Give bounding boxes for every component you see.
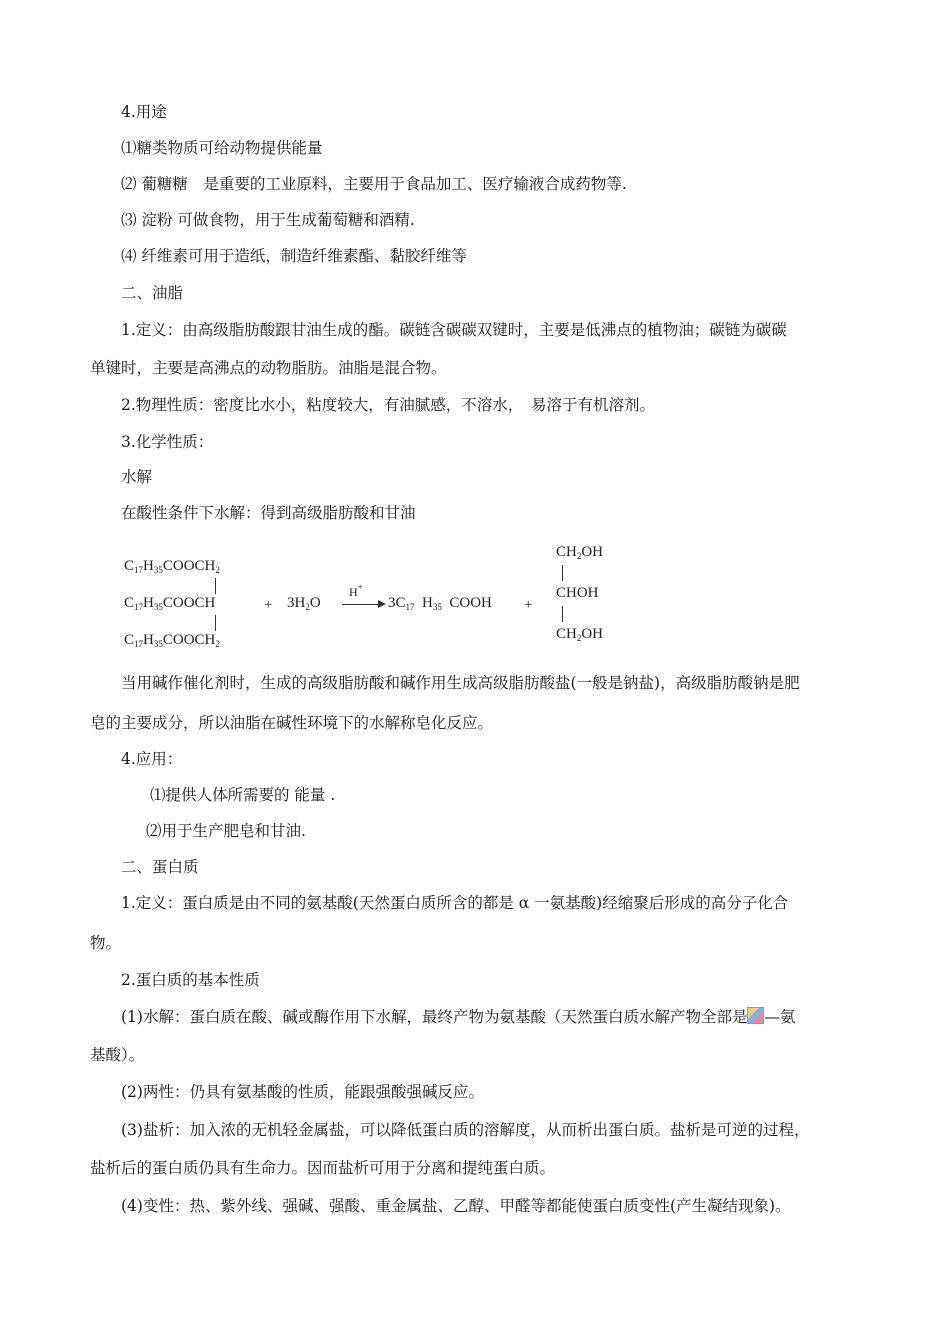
application-item-1: ⑴提供人体所需要的 能量 . — [150, 786, 336, 804]
oils-physical-properties: 2.物理性质：密度比水小，粘度较大，有油腻感，不溶水， 易溶于有机溶剂。 — [121, 396, 656, 414]
protein-hydrolysis-text: (1)水解：蛋白质在酸、碱或酶作用下水解，最终产物为氨基酸（天然蛋白质水解产物全部是 — [121, 1008, 748, 1026]
saponification-text: 当用碱作催化剂时，生成的高级脂肪酸和碱作用生成高级脂肪酸盐(一般是钠盐)，高级脂肪酸钠是肥 — [121, 674, 800, 692]
saponification-text-cont: 皂的主要成分，所以油脂在碱性环境下的水解称皂化反应。 — [90, 714, 494, 732]
protein-hydrolysis-cont: 基酸）。 — [90, 1046, 145, 1064]
section-protein-heading: 二、蛋白质 — [121, 858, 199, 876]
ester-row-1: $C_{17}H_{35}COOCH_2$ — [124, 558, 220, 575]
protein-salting-out-cont: 盐析后的蛋白质仍具有生命力。因而盐析可用于分离和提纯蛋白质。 — [90, 1159, 556, 1177]
broken-image-icon — [747, 1007, 764, 1024]
protein-definition-cont: 物。 — [90, 934, 122, 952]
ester-row-2: $C_{17}H_{35}COOCH$ — [124, 595, 216, 612]
heading-uses: 4.用途 — [121, 103, 167, 121]
acid-catalyst: H+ — [349, 582, 363, 599]
plus-sign-1: + — [264, 597, 273, 613]
glycerol-row-3: $CH_2OH$ — [556, 626, 604, 643]
glycerol-row-2: CHOH — [556, 585, 599, 601]
plus-sign-2: + — [524, 597, 533, 613]
protein-definition: 1.定义：蛋白质是由不同的氨基酸(天然蛋白质所含的都是 α 一氨基酸)经缩聚后形成的高分子化合 — [121, 894, 789, 912]
use-item-3: ⑶ 淀粉 可做食物，用于生成葡萄糖和酒精. — [121, 211, 415, 229]
fatty-acid-product: $3C_{17}$ $H_{35}$ COOH — [388, 595, 492, 612]
glycerol-bond-1 — [562, 565, 563, 581]
hydrolysis-heading: 水解 — [121, 468, 153, 486]
oils-applications-heading: 4.应用： — [121, 750, 183, 768]
protein-salting-out: (3)盐析：加入浓的无机轻金属盐，可以降低蛋白质的溶解度，从而析出蛋白质。盐析是可逆的过程， — [121, 1121, 810, 1139]
ester-row-3: $C_{17}H_{35}COOCH_2$ — [124, 632, 220, 649]
ester-bond-2 — [215, 615, 216, 631]
oils-definition: 1.定义：由高级脂肪酸跟甘油生成的酯。碳链含碳碳双键时，主要是低沸点的植物油；碳链为碳碳 — [121, 321, 787, 339]
application-item-2: ⑵用于生产肥皂和甘油. — [146, 822, 306, 840]
protein-hydrolysis-tail: —氨 — [764, 1008, 796, 1026]
reaction-arrow — [342, 604, 380, 605]
oils-definition-cont: 单键时，主要是高沸点的动物脂肪。油脂是混合物。 — [90, 359, 447, 377]
section-oils-heading: 二、油脂 — [121, 284, 184, 302]
arrow-head-icon — [378, 600, 386, 608]
ester-bond-1 — [215, 578, 216, 594]
protein-amphoteric: (2)两性：仍具有氨基酸的性质，能跟强酸强碱反应。 — [121, 1083, 484, 1101]
use-item-4: ⑷ 纤维素可用于造纸，制造纤维素酯、黏胶纤维等 — [121, 247, 467, 265]
water-reactant: $3H_2O$ — [287, 595, 321, 612]
oils-chemical-properties: 3.化学性质： — [121, 433, 214, 451]
protein-hydrolysis — [121, 1007, 795, 1027]
hydrolysis-equation — [118, 540, 638, 658]
glycerol-row-1: $CH_2OH$ — [556, 544, 604, 561]
use-item-1: ⑴糖类物质可给动物提供能量 — [121, 139, 323, 157]
protein-properties-heading: 2.蛋白质的基本性质 — [121, 971, 260, 989]
protein-denaturation: (4)变性：热、紫外线、强碱、强酸、重金属盐、乙醇、甲醛等都能使蛋白质变性(产生凝结现象)。 — [121, 1197, 791, 1215]
glycerol-bond-2 — [562, 606, 563, 622]
acid-hydrolysis-text: 在酸性条件下水解：得到高级脂肪酸和甘油 — [121, 504, 416, 522]
use-item-2: ⑵ 葡糖糖 是重要的工业原料，主要用于食品加工、医疗输液合成药物等. — [121, 175, 627, 193]
